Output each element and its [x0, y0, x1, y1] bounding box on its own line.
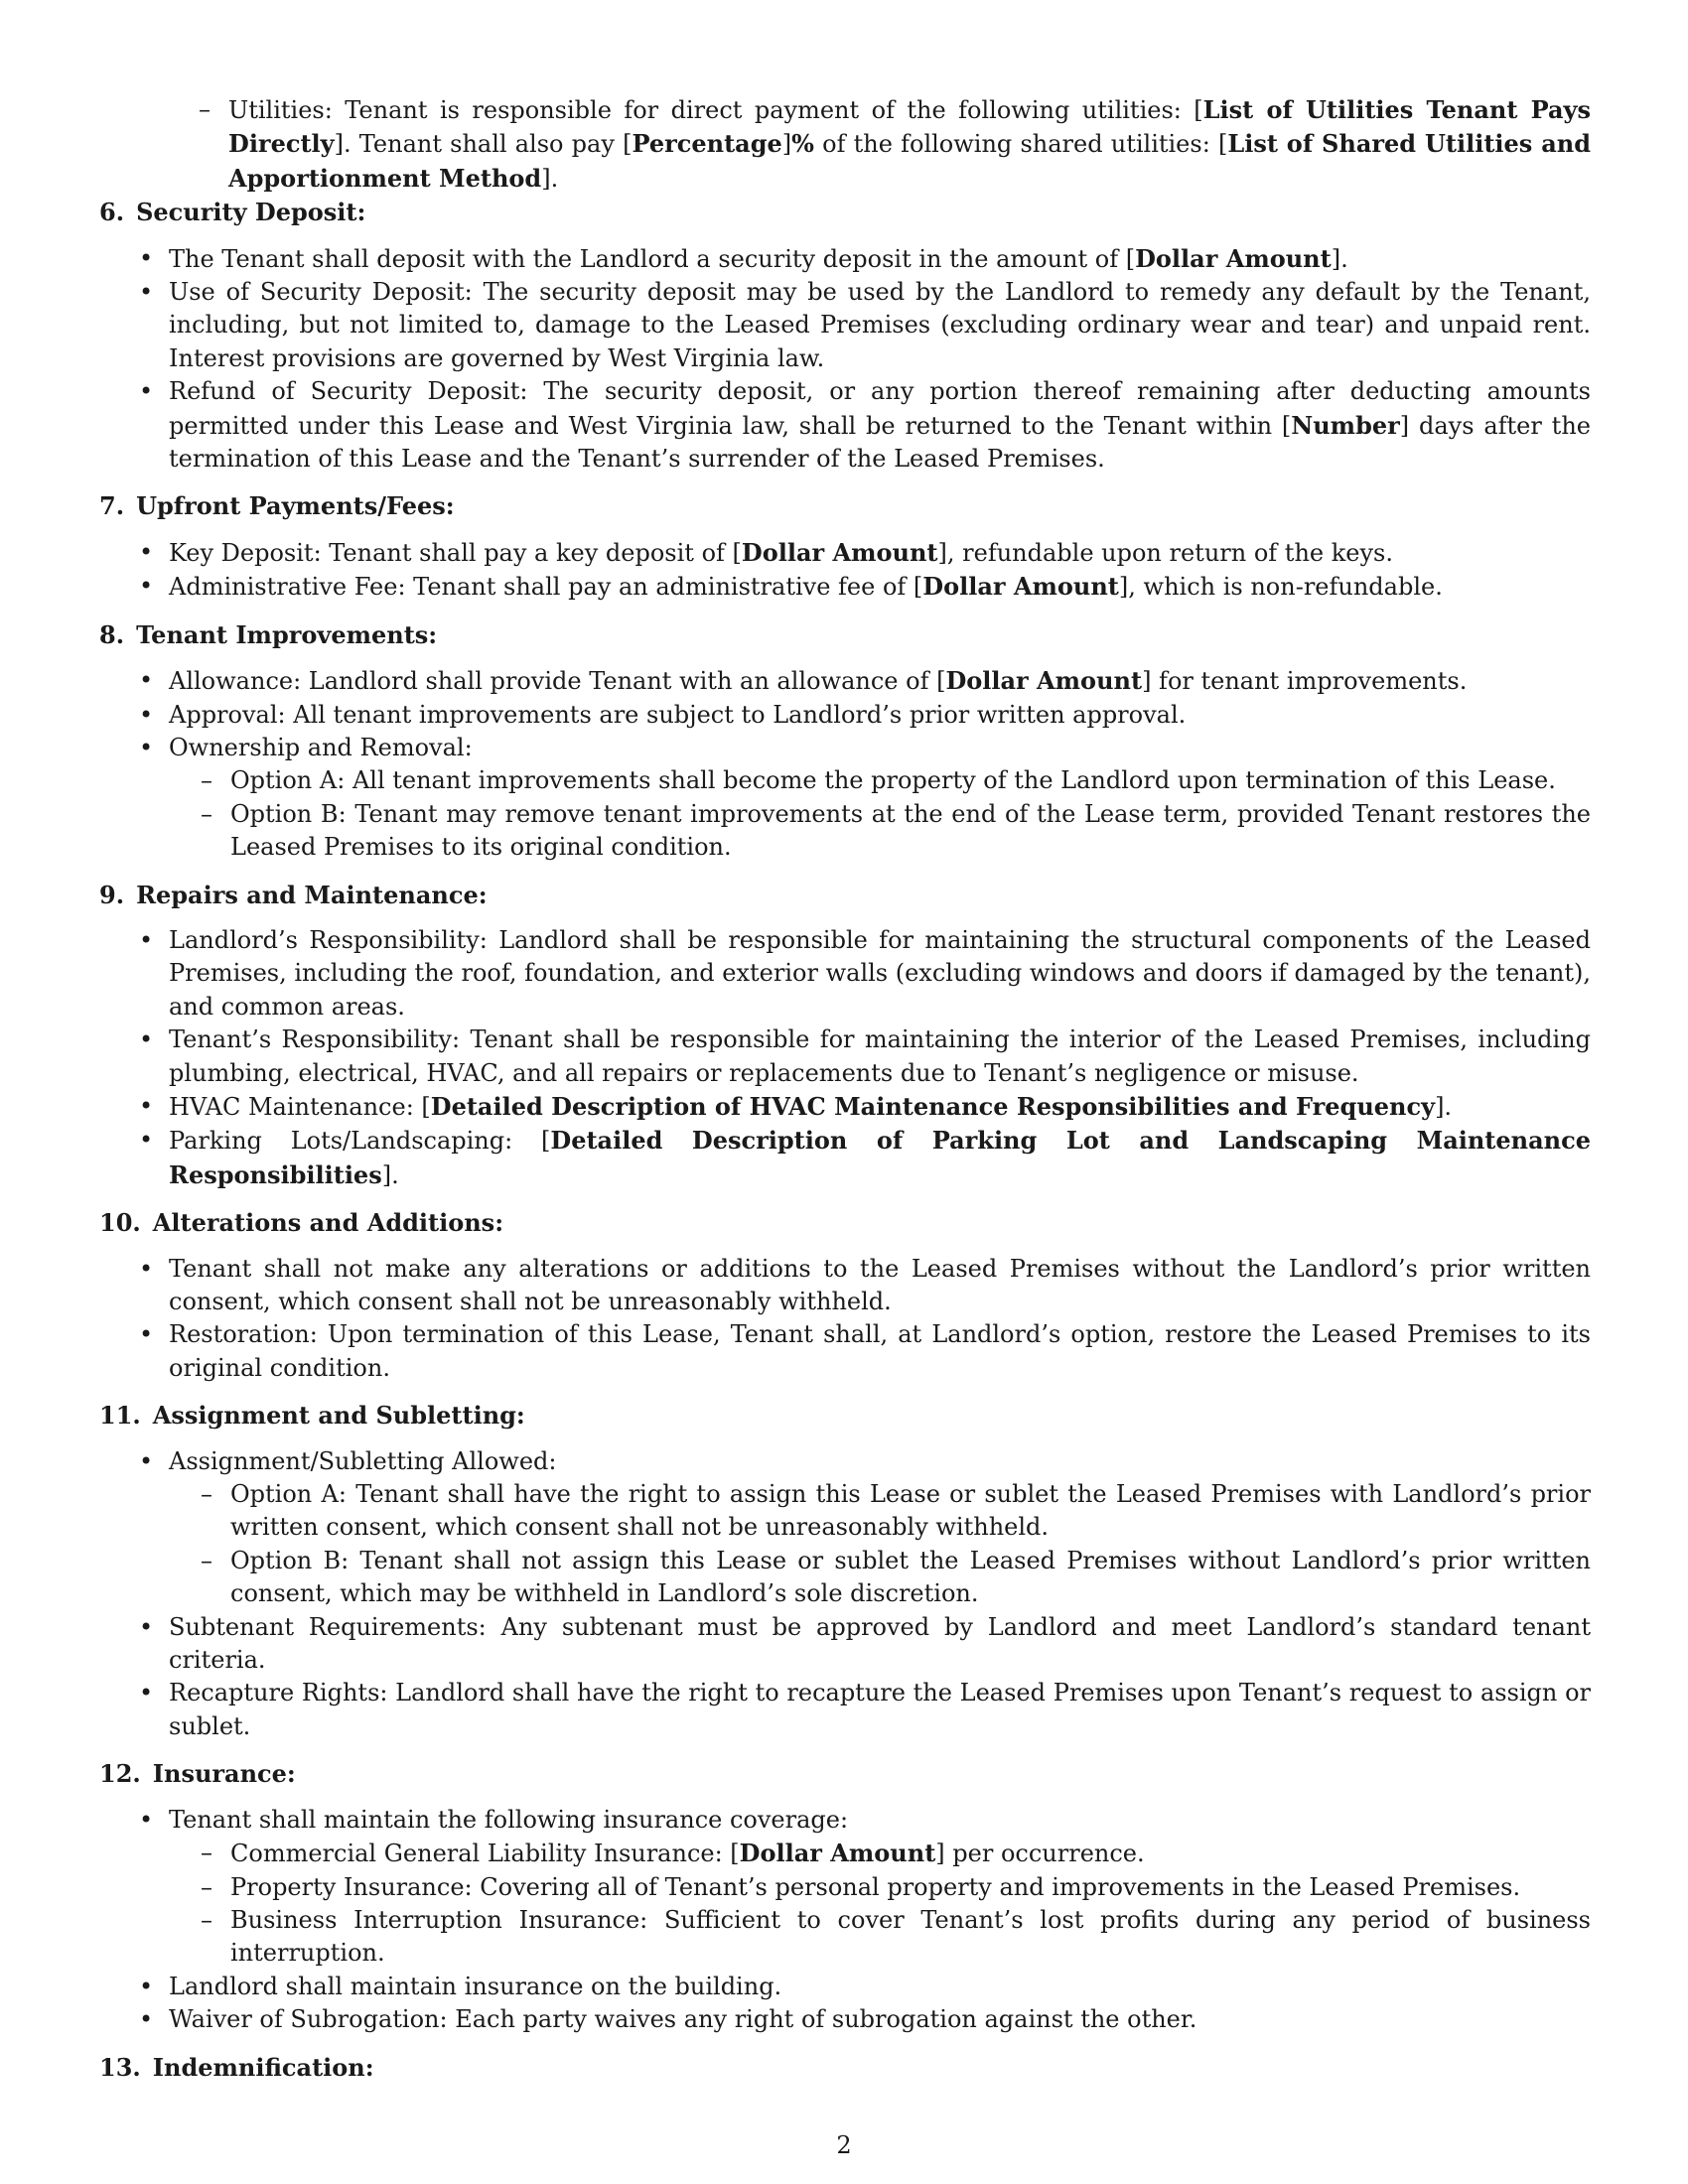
bullet-list — [99, 1445, 1591, 1744]
item-text — [169, 573, 1443, 601]
item-text — [169, 926, 1591, 1021]
sub-list — [169, 1478, 1591, 1611]
text-run: Key Deposit: Tenant shall pay a key deposit of [ — [169, 538, 742, 567]
item-text — [230, 766, 1556, 794]
item-text — [169, 1320, 1591, 1381]
text-run: Tenant shall maintain the following insurance coverage: — [169, 1805, 849, 1834]
item-text — [169, 245, 1348, 273]
text-run: Administrative Fee: Tenant shall pay an administrative fee of [ — [169, 573, 923, 602]
text-run: ], refundable upon return of the keys. — [937, 538, 1393, 567]
item-text — [230, 1480, 1591, 1541]
placeholder-text: Number — [1291, 410, 1400, 440]
list-item — [99, 1611, 1591, 1678]
item-text — [169, 1127, 1591, 1188]
dash-marker: – — [201, 1839, 212, 1867]
section-heading — [99, 618, 1591, 651]
bullet-list — [99, 536, 1591, 605]
item-text — [169, 1613, 1591, 1674]
placeholder-text: List of Utilities Tenant Pays Directly — [228, 95, 1591, 159]
bullet-marker: • — [139, 666, 154, 695]
placeholder-text: Dollar Amount — [922, 572, 1119, 602]
text-run: HVAC Maintenance: [ — [169, 1092, 431, 1121]
sub-list — [169, 1837, 1591, 1971]
item-text — [169, 1806, 848, 1834]
bullet-list — [99, 242, 1591, 477]
text-run: ]. — [1435, 1092, 1453, 1121]
sub-list-item — [169, 1478, 1591, 1545]
section-title: Indemnification: — [152, 2052, 374, 2082]
bullet-marker: • — [139, 733, 154, 761]
text-run: Option B: Tenant shall not assign this Lease or sublet the Leased Premises without Landlord’s prior written consent, which may be withheld in Landlord’s sole discretion. — [230, 1546, 1591, 1608]
item-text — [169, 701, 1186, 729]
placeholder-text: Dollar Amount — [739, 1839, 936, 1868]
bullet-list — [99, 664, 1591, 864]
text-run: Recapture Rights: Landlord shall have the right to recapture the Leased Premises upon Tenant’s request to assign or sublet. — [169, 1679, 1591, 1740]
text-run: ], which is non-refundable. — [1118, 573, 1443, 602]
list-item — [99, 732, 1591, 865]
text-run: ] per occurrence. — [935, 1840, 1145, 1868]
text-run: Allowance: Landlord shall provide Tenant with an allowance of [ — [169, 667, 946, 696]
bullet-marker: • — [139, 1091, 154, 1120]
text-run: Refund of Security Deposit: The security deposit, or any portion thereof remaining after deducting amounts permitted under this Lease and West Virginia law, shall be returned to the Tenant within [ — [169, 377, 1591, 440]
section-number: 6. — [99, 198, 125, 227]
bullet-list — [99, 1253, 1591, 1386]
list-item — [99, 1253, 1591, 1319]
bullet-marker: • — [139, 1446, 154, 1475]
list-item — [99, 1804, 1591, 1971]
section-title: Alterations and Additions: — [152, 1208, 504, 1238]
list-item — [99, 924, 1591, 1024]
section-heading — [99, 2051, 1591, 2084]
item-text — [230, 800, 1591, 861]
text-run: Utilities: Tenant is responsible for direct payment of the following utilities: [ — [228, 96, 1203, 124]
placeholder-text: Detailed Description of HVAC Maintenance Responsibilities and Frequency — [430, 1091, 1436, 1121]
text-run: Business Interruption Insurance: Sufficient to cover Tenant’s lost profits during any period of business interruption. — [230, 1905, 1591, 1968]
text-run: Option A: All tenant improvements shall become the property of the Landlord upon termination of this Lease. — [230, 766, 1556, 795]
text-run: ]. — [1331, 244, 1348, 273]
section-number: 12. — [99, 1759, 141, 1789]
section-number: 10. — [99, 1208, 141, 1238]
bullet-marker: • — [139, 1805, 154, 1834]
section-title: Repairs and Maintenance: — [136, 880, 488, 909]
text-run: Option B: Tenant may remove tenant improvements at the end of the Lease term, provided Tenant restores the Leased Premises to its original condition. — [230, 799, 1591, 862]
section-heading — [99, 1399, 1591, 1432]
section-title: Insurance: — [152, 1759, 296, 1789]
item-text — [169, 2005, 1196, 2033]
text-run: Landlord’s Responsibility: Landlord shall be responsible for maintaining the structural components of the Leased Premises, including the roof, foundation, and exterior walls (excluding windows and doors if damaged by the tenant), and common areas. — [169, 925, 1591, 1021]
text-run: Approval: All tenant improvements are subject to Landlord’s prior written approval. — [169, 700, 1187, 729]
bullet-list — [99, 924, 1591, 1192]
placeholder-text: Dollar Amount — [1135, 243, 1332, 273]
section-heading — [99, 489, 1591, 522]
section-7 — [99, 489, 1591, 604]
sub-list-item — [169, 764, 1591, 797]
placeholder-text: % — [791, 129, 814, 159]
bullet-marker: • — [139, 700, 154, 729]
placeholder-text: List of Shared Utilities and Apportionment Method — [228, 129, 1591, 193]
bullet-marker: • — [139, 925, 154, 954]
item-text — [169, 278, 1591, 372]
section-number: 8. — [99, 619, 125, 649]
text-run: Assignment/Subletting Allowed: — [169, 1446, 557, 1475]
text-run: Tenant shall not make any alterations or additions to the Leased Premises without the Landlord’s prior written consent, which consent shall not be unreasonably withheld. — [169, 1254, 1591, 1315]
bullet-list — [99, 1804, 1591, 2037]
section-number: 7. — [99, 491, 125, 521]
item-text — [228, 96, 1591, 193]
item-text — [169, 539, 1393, 567]
text-run: Tenant’s Responsibility: Tenant shall be responsible for maintaining the interior of the Leased Premises, including plumbing, electrical, HVAC, and all repairs or replacements due to Tenant’s negligence or misuse. — [169, 1025, 1591, 1087]
bullet-marker: • — [139, 377, 154, 406]
list-item — [99, 1090, 1591, 1124]
section-heading — [99, 1757, 1591, 1790]
bullet-marker: • — [139, 278, 154, 307]
dash-marker: – — [201, 1546, 212, 1574]
text-run: ] for tenant improvements. — [1142, 667, 1468, 696]
list-item — [99, 375, 1591, 476]
bullet-marker: • — [139, 243, 154, 272]
text-run: Commercial General Liability Insurance: [ — [230, 1840, 740, 1868]
item-text — [169, 1025, 1591, 1086]
item-text — [230, 1547, 1591, 1607]
sub-list-item — [169, 1871, 1591, 1904]
text-run: ] — [781, 130, 792, 159]
section-11 — [99, 1399, 1591, 1743]
sections-container — [99, 196, 1591, 2084]
section-heading — [99, 1206, 1591, 1239]
dash-marker: – — [201, 1905, 212, 1934]
text-run: ]. — [541, 164, 559, 193]
list-item — [99, 570, 1591, 604]
bullet-marker: • — [139, 1972, 154, 2000]
list-item-utilities — [99, 93, 1591, 196]
placeholder-text: Dollar Amount — [741, 537, 938, 567]
bullet-marker: • — [139, 1025, 154, 1054]
text-run: Property Insurance: Covering all of Tenant’s personal property and improvements in the Leased Premises. — [230, 1872, 1521, 1901]
dash-marker: – — [201, 1480, 212, 1509]
list-item — [99, 1677, 1591, 1743]
document-page — [99, 93, 1591, 2098]
dash-marker: – — [201, 799, 212, 828]
section-number: 9. — [99, 880, 125, 909]
list-item — [99, 1318, 1591, 1385]
section-number: 11. — [99, 1401, 141, 1431]
list-item — [99, 1971, 1591, 2003]
section-title: Security Deposit: — [136, 198, 366, 227]
sub-list — [169, 764, 1591, 864]
bullet-marker: • — [139, 1612, 154, 1641]
section-title: Assignment and Subletting: — [152, 1401, 525, 1431]
dash-marker: – — [199, 95, 211, 123]
text-run: ]. — [381, 1160, 399, 1189]
section-6 — [99, 196, 1591, 476]
bullet-marker: • — [139, 537, 154, 566]
page-number: 2 — [836, 2131, 852, 2159]
text-run: Parking Lots/Landscaping: [ — [169, 1127, 551, 1156]
section-10 — [99, 1206, 1591, 1385]
section-heading — [99, 879, 1591, 911]
text-run: Option A: Tenant shall have the right to assign this Lease or sublet the Leased Premises with Landlord’s prior written consent, which consent shall not be unreasonably withheld. — [230, 1480, 1591, 1542]
item-text — [169, 1093, 1452, 1121]
text-run: ]. Tenant shall also pay [ — [334, 130, 633, 159]
section-8 — [99, 618, 1591, 865]
bullet-marker: • — [139, 572, 154, 601]
bullet-marker: • — [139, 1254, 154, 1283]
bullet-marker: • — [139, 1126, 154, 1155]
text-run: Waiver of Subrogation: Each party waives any right of subrogation against the other. — [169, 2005, 1197, 2034]
text-run: Restoration: Upon termination of this Lease, Tenant shall, at Landlord’s option, restore the Leased Premises to its original condition. — [169, 1320, 1591, 1382]
dash-marker: – — [201, 1872, 212, 1901]
list-item — [99, 1124, 1591, 1192]
text-run: The Tenant shall deposit with the Landlord a security deposit in the amount of [ — [169, 244, 1136, 273]
section-title: Tenant Improvements: — [136, 619, 438, 649]
text-run: Subtenant Requirements: Any subtenant must be approved by Landlord and meet Landlord’s standard tenant criteria. — [169, 1612, 1591, 1675]
placeholder-text: Percentage — [632, 129, 782, 159]
list-item — [99, 664, 1591, 698]
list-item — [99, 536, 1591, 570]
list-item — [99, 242, 1591, 276]
text-run: Ownership and Removal: — [169, 733, 473, 761]
list-item — [99, 1445, 1591, 1611]
list-item — [99, 1024, 1591, 1090]
sub-list-item — [169, 1545, 1591, 1611]
section-12 — [99, 1757, 1591, 2036]
item-text — [169, 667, 1467, 695]
text-run: Landlord shall maintain insurance on the building. — [169, 1972, 782, 2000]
list-item — [99, 2003, 1591, 2036]
bullet-marker: • — [139, 1679, 154, 1707]
item-text — [230, 1873, 1520, 1901]
sub-list-item — [169, 1837, 1591, 1870]
item-text — [169, 1255, 1591, 1315]
section-9 — [99, 879, 1591, 1193]
item-text — [230, 1906, 1591, 1967]
item-text — [169, 734, 473, 761]
sub-list-item — [169, 1904, 1591, 1971]
section-title: Upfront Payments/Fees: — [136, 491, 455, 521]
bullet-marker: • — [139, 1320, 154, 1349]
text-run: Use of Security Deposit: The security deposit may be used by the Landlord to remedy any default by the Tenant, including, but not limited to, damage to the Leased Premises (excluding ordinary wear and tear) and unpaid rent. Interest provisions are governed by West Virginia law. — [169, 278, 1591, 372]
section-heading — [99, 196, 1591, 228]
item-text — [169, 1679, 1591, 1739]
item-text — [169, 1973, 781, 2000]
text-run: ] days after the termination of this Lease and the Tenant’s surrender of the Leased Premises. — [169, 411, 1591, 474]
bullet-marker: • — [139, 2005, 154, 2034]
section-number: 13. — [99, 2052, 141, 2082]
section-13 — [99, 2051, 1591, 2084]
top-continuation-list — [99, 93, 1591, 196]
item-text — [230, 1840, 1145, 1867]
sub-list-item — [169, 798, 1591, 865]
placeholder-text: Dollar Amount — [945, 666, 1143, 696]
item-text — [169, 1447, 557, 1475]
dash-marker: – — [201, 766, 212, 795]
list-item — [99, 699, 1591, 732]
item-text — [169, 377, 1591, 473]
list-item — [99, 276, 1591, 375]
text-run: of the following shared utilities: [ — [813, 130, 1228, 159]
placeholder-text: Detailed Description of Parking Lot and Landscaping Maintenance Responsibilities — [169, 1126, 1591, 1189]
